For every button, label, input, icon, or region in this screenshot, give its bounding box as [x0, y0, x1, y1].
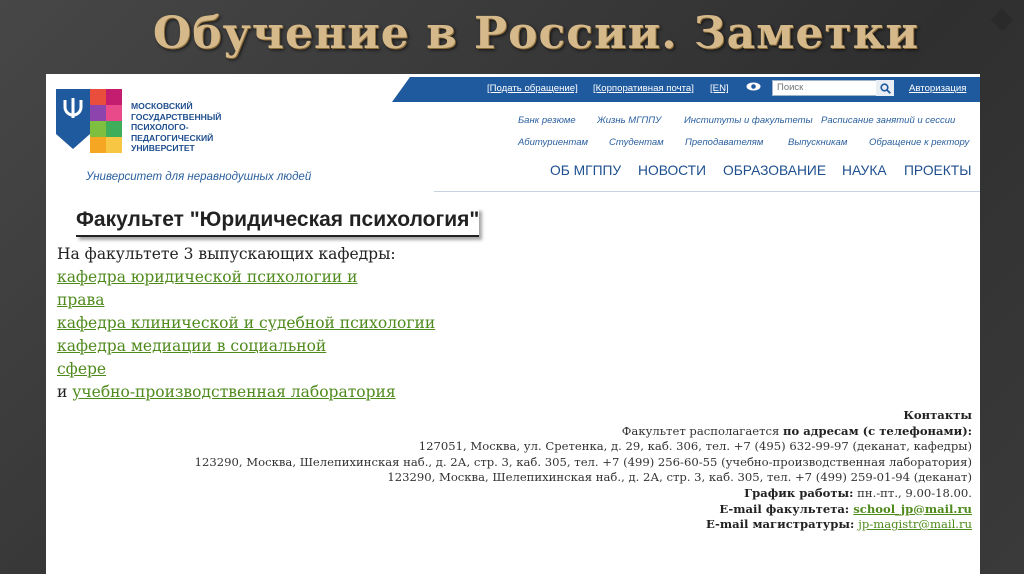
dept-link-mediation[interactable]: кафедра медиации в социальной	[57, 337, 327, 355]
logo-mark-icon	[56, 89, 124, 155]
dept-link-legal-psychology-cont[interactable]: права	[57, 291, 105, 309]
address-line: 123290, Москва, Шелепихинская наб., д. 2А, стр. 3, каб. 305, тел. +7 (499) 259-01-94 (деканат)	[387, 470, 972, 485]
tagline: Университет для неравнодушных людей	[86, 171, 312, 183]
located-prefix: Факультет располагается	[621, 423, 784, 438]
english-link[interactable]: [EN]	[710, 83, 729, 94]
search-icon	[880, 83, 891, 94]
corporate-mail-link[interactable]: [Корпоративная почта]	[593, 83, 694, 94]
contacts-heading: Контакты	[903, 408, 972, 422]
nav-about[interactable]: ОБ МГППУ	[550, 163, 622, 178]
header-divider	[434, 191, 980, 192]
logo-text: МОСКОВСКИЙ ГОСУДАРСТВЕННЫЙ ПСИХОЛОГО- ПЕДАГОГИЧЕСКИЙ УНИВЕРСИТЕТ	[131, 101, 222, 154]
nav-projects[interactable]: ПРОЕКТЫ	[904, 163, 972, 178]
appeal-link[interactable]: [Подать обращение]	[487, 83, 578, 94]
eye-icon[interactable]	[746, 82, 761, 91]
faculty-title: Факультет "Юридическая психология"	[76, 208, 479, 237]
sublink-applicants[interactable]: Абитуриентам	[518, 137, 588, 148]
email-faculty-label: E-mail факультета:	[719, 501, 854, 516]
nav-education[interactable]: ОБРАЗОВАНИЕ	[723, 163, 827, 178]
and-word: и	[57, 383, 68, 401]
nav-news[interactable]: НОВОСТИ	[638, 163, 707, 178]
address-line: 127051, Москва, ул. Сретенка, д. 29, каб. 306, тел. +7 (495) 632-99-97 (деканат, кафедры)	[418, 439, 972, 454]
sublink-university-life[interactable]: Жизнь МГППУ	[597, 115, 662, 126]
sublink-schedule[interactable]: Расписание занятий и сессии	[821, 115, 956, 126]
slide-title: Обучение в России. Заметки	[152, 8, 920, 59]
address-line: 123290, Москва, Шелепихинская наб., д. 2А, стр. 3, каб. 305, тел. +7 (499) 256-60-55 (учебно-производственная лаборатория)	[194, 454, 972, 469]
sublink-rector-appeal[interactable]: Обращение к ректору	[869, 137, 970, 148]
hours-label: График работы:	[744, 485, 854, 500]
email-faculty-link[interactable]: school_jp@mail.ru	[853, 501, 972, 516]
sublink-institutes[interactable]: Институты и факультеты	[684, 115, 813, 126]
login-link[interactable]: Авторизация	[909, 83, 967, 94]
email-master-link[interactable]: jp-magistr@mail.ru	[858, 517, 972, 532]
laboratory-line	[57, 383, 396, 401]
dept-link-clinical-psychology[interactable]: кафедра клинической и судебной психологии	[57, 314, 436, 332]
located-bold: по адресам (с телефонами):	[783, 423, 972, 438]
nav-science[interactable]: НАУКА	[842, 163, 887, 178]
search-button[interactable]	[876, 80, 894, 96]
contacts-block	[72, 408, 972, 533]
dept-link-legal-psychology[interactable]: кафедра юридической психологии и	[57, 268, 358, 286]
sublink-resume-bank[interactable]: Банк резюме	[518, 115, 576, 126]
sublink-teachers[interactable]: Преподавателям	[685, 137, 764, 148]
intro-text: На факультете 3 выпускающих кафедры:	[57, 245, 396, 263]
hours-value: пн.-пт., 9.00-18.00.	[853, 485, 972, 500]
sublink-graduates[interactable]: Выпускникам	[788, 137, 848, 148]
laboratory-link[interactable]: учебно-производственная лаборатория	[72, 383, 396, 401]
website-page	[46, 74, 980, 574]
email-master-label: E-mail магистратуры:	[705, 517, 859, 532]
sublink-students[interactable]: Студентам	[609, 137, 664, 148]
search-input[interactable]	[772, 80, 880, 96]
dept-link-mediation-cont[interactable]: сфере	[57, 360, 107, 378]
